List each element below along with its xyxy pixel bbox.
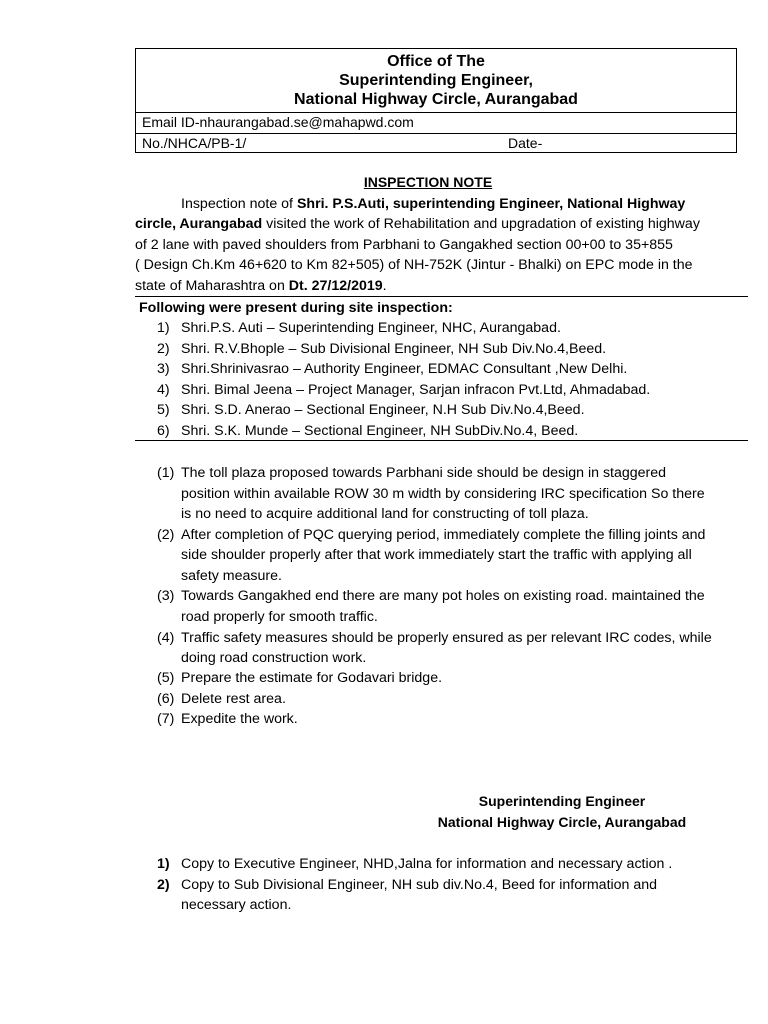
list-number: 4) — [157, 382, 170, 398]
point-number: (2) — [157, 527, 175, 543]
point-text: Towards Gangakhed end there are many pot holes on existing road. maintained the — [181, 588, 705, 604]
copy-text: necessary action. — [181, 897, 292, 913]
copy-text: Copy to Executive Engineer, NHD,Jalna for information and necessary action . — [181, 856, 673, 872]
attendee: Shri.Shrinivasrao – Authority Engineer, EDMAC Consultant ,New Delhi. — [181, 361, 628, 377]
present-heading: Following were present during site inspection: — [139, 300, 453, 316]
email-line: Email ID-nhaurangabad.se@mahapwd.com — [142, 114, 414, 130]
intro-text: . — [382, 278, 387, 294]
point-text: After completion of PQC querying period, immediately complete the filling joints and — [181, 527, 706, 543]
point-text: Prepare the estimate for Godavari bridge. — [181, 670, 443, 686]
intro-line-1 — [181, 194, 768, 214]
point-number: (5) — [157, 670, 175, 686]
copy-text: Copy to Sub Divisional Engineer, NH sub div.No.4, Beed for information and — [181, 877, 658, 893]
section-divider — [135, 440, 748, 441]
list-number: 5) — [157, 402, 170, 418]
point-text: road properly for smooth traffic. — [181, 609, 378, 625]
section-divider — [135, 296, 748, 297]
inspector-office: circle, Aurangabad — [135, 216, 263, 232]
intro-text: visited the work of Rehabilitation and upgradation of existing highway — [262, 216, 700, 232]
office-title-line3: National Highway Circle, Aurangabad — [294, 91, 578, 108]
attendee: Shri. R.V.Bhople – Sub Divisional Engineer, NH Sub Div.No.4,Beed. — [181, 341, 607, 357]
copy-number: 2) — [157, 877, 170, 893]
intro-text: Inspection note of — [181, 196, 297, 212]
inspection-note-title: INSPECTION NOTE — [363, 174, 493, 190]
point-number: (6) — [157, 691, 175, 707]
intro-line-3: of 2 lane with paved shoulders from Parbhani to Gangakhed section 00+00 to 35+855 — [135, 237, 673, 253]
attendee: Shri.P.S. Auti – Superintending Engineer, NHC, Aurangabad. — [181, 320, 561, 336]
point-number: (1) — [157, 465, 175, 481]
point-text: safety measure. — [181, 568, 282, 584]
list-number: 3) — [157, 361, 170, 377]
attendee: Shri. Bimal Jeena – Project Manager, Sarjan infracon Pvt.Ltd, Ahmadabad. — [181, 382, 651, 398]
point-text: side shoulder properly after that work immediately start the traffic with applying all — [181, 547, 692, 563]
point-number: (4) — [157, 630, 175, 646]
list-number: 2) — [157, 341, 170, 357]
point-text: is no need to acquire additional land for constructing of toll plaza. — [181, 506, 589, 522]
signature-office: National Highway Circle, Aurangabad — [437, 814, 687, 830]
attendee: Shri. S.D. Anerao – Sectional Engineer, N.H Sub Div.No.4,Beed. — [181, 402, 585, 418]
date-label: Date- — [508, 135, 543, 151]
point-text: The toll plaza proposed towards Parbhani side should be design in staggered — [181, 465, 667, 481]
office-title — [136, 52, 736, 109]
point-text: doing road construction work. — [181, 650, 367, 666]
inspector-name: Shri. P.S.Auti, superintending Engineer, National Highway — [296, 196, 686, 212]
point-number: (7) — [157, 711, 175, 727]
point-text: Traffic safety measures should be properly ensured as per relevant IRC codes, while — [181, 630, 712, 646]
office-title-line2: Superintending Engineer, — [339, 72, 533, 89]
signature-title: Superintending Engineer — [478, 793, 646, 809]
office-title-line1: Office of The — [387, 53, 485, 70]
intro-line-5 — [135, 276, 755, 296]
point-text: Delete rest area. — [181, 691, 286, 707]
point-text: position within available ROW 30 m width by considering IRC specification So there — [181, 486, 705, 502]
list-number: 6) — [157, 423, 170, 439]
intro-line-4: ( Design Ch.Km 46+620 to Km 82+505) of NH-752K (Jintur - Bhalki) on EPC mode in the — [135, 257, 693, 273]
intro-text: state of Maharashtra on — [135, 278, 289, 294]
point-text: Expedite the work. — [181, 711, 298, 727]
copy-number: 1) — [157, 856, 170, 872]
inspection-date: Dt. 27/12/2019 — [288, 278, 383, 294]
list-number: 1) — [157, 320, 170, 336]
intro-line-2 — [135, 214, 755, 234]
point-number: (3) — [157, 588, 175, 604]
attendee: Shri. S.K. Munde – Sectional Engineer, NH SubDiv.No.4, Beed. — [181, 423, 579, 439]
letterhead-box — [135, 48, 737, 153]
reference-number: No./NHCA/PB-1/ — [142, 135, 247, 151]
